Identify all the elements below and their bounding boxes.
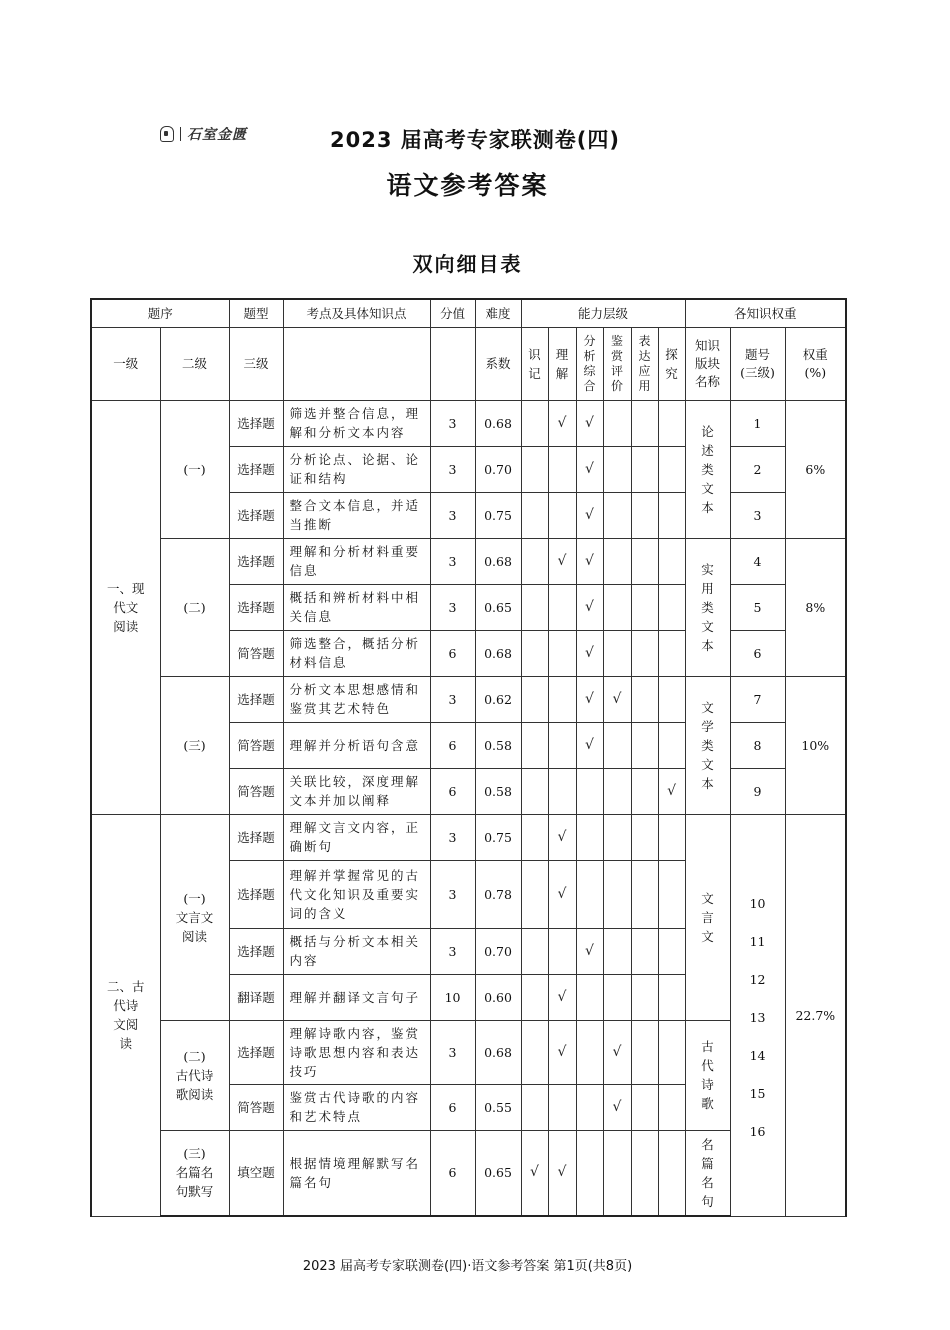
cell-biaoda (631, 1084, 658, 1130)
cell-shiji (521, 630, 548, 676)
check-fenxi: √ (576, 538, 603, 584)
group-2-label: 二、古 代诗 文阅 读 (91, 814, 160, 1216)
check-fenxi: √ (576, 400, 603, 446)
check-fenxi: √ (576, 446, 603, 492)
table-row (91, 400, 846, 446)
check-fenxi: √ (576, 492, 603, 538)
check-tanjiu: √ (658, 768, 685, 814)
cell-fenxi (576, 974, 603, 1020)
row-coef: 0.70 (475, 928, 521, 974)
cell-biaoda (631, 630, 658, 676)
row-type: 选择题 (229, 492, 283, 538)
row-score: 10 (430, 974, 475, 1020)
cell-tanjiu (658, 492, 685, 538)
cell-fenxi (576, 860, 603, 928)
cell-fenxi (576, 814, 603, 860)
header-quanzhong: 各知识权重 (685, 299, 846, 327)
row-type: 简答题 (229, 1084, 283, 1130)
header-row-2 (91, 327, 846, 400)
row-score: 3 (430, 446, 475, 492)
cell-lijie (548, 722, 576, 768)
question-number: 15 (749, 1085, 766, 1101)
cell-jianshang (603, 814, 631, 860)
question-number: 11 (749, 933, 766, 949)
row-point: 根据情境理解默写名篇名句 (283, 1130, 430, 1216)
merged-question-numbers (730, 814, 785, 1216)
check-fenxi: √ (576, 584, 603, 630)
group-1-sub-3: (三) (160, 676, 229, 814)
row-coef: 0.62 (475, 676, 521, 722)
header-kaodian: 考点及具体知识点 (283, 299, 430, 327)
cell-biaoda (631, 928, 658, 974)
cell-biaoda (631, 538, 658, 584)
row-point: 理解文言文内容，正确断句 (283, 814, 430, 860)
row-coef: 0.65 (475, 584, 521, 630)
row-num: 7 (730, 676, 785, 722)
cell-biaoda (631, 446, 658, 492)
row-coef: 0.75 (475, 492, 521, 538)
cell-shiji (521, 492, 548, 538)
header-nengli: 能力层级 (521, 299, 685, 327)
header-erji: 二级 (160, 327, 229, 400)
row-coef: 0.75 (475, 814, 521, 860)
block-lunshu: 论 述 类 文 本 (685, 400, 730, 538)
exam-title: 2023 届高考专家联测卷(四) (330, 128, 620, 152)
row-point: 关联比较，深度理解文本并加以阐释 (283, 768, 430, 814)
row-point: 概括与分析文本相关内容 (283, 928, 430, 974)
header-lijie: 理 解 (548, 327, 576, 400)
row-num: 9 (730, 768, 785, 814)
row-point: 整合文本信息，并适当推断 (283, 492, 430, 538)
cell-lijie (548, 1084, 576, 1130)
cell-shiji (521, 538, 548, 584)
row-num: 5 (730, 584, 785, 630)
cell-lijie (548, 676, 576, 722)
cell-tanjiu (658, 928, 685, 974)
cell-tanjiu (658, 814, 685, 860)
check-lijie: √ (548, 974, 576, 1020)
question-number: 16 (749, 1123, 766, 1139)
cell-tanjiu (658, 676, 685, 722)
cell-shiji (521, 722, 548, 768)
row-score: 6 (430, 1130, 475, 1216)
table-row (91, 538, 846, 584)
header-nandu: 难度 (475, 299, 521, 327)
group-2-sub-3: (三) 名篇名 句默写 (160, 1130, 229, 1216)
cell-biaoda (631, 1020, 658, 1084)
row-num: 1 (730, 400, 785, 446)
header-sanji: 三级 (229, 327, 283, 400)
cell-tanjiu (658, 974, 685, 1020)
check-jianshang: √ (603, 1084, 631, 1130)
row-coef: 0.55 (475, 1084, 521, 1130)
row-coef: 0.68 (475, 1020, 521, 1084)
cell-biaoda (631, 974, 658, 1020)
question-number: 12 (749, 971, 766, 987)
cell-jianshang (603, 768, 631, 814)
cell-tanjiu (658, 400, 685, 446)
check-fenxi: √ (576, 928, 603, 974)
row-coef: 0.58 (475, 722, 521, 768)
cell-jianshang (603, 722, 631, 768)
cell-tanjiu (658, 584, 685, 630)
row-type: 简答题 (229, 630, 283, 676)
row-type: 选择题 (229, 928, 283, 974)
header-shiji: 识 记 (521, 327, 548, 400)
row-type: 简答题 (229, 722, 283, 768)
logo-text: 石室金匮 (187, 127, 247, 143)
cell-jianshang (603, 538, 631, 584)
cell-jianshang (603, 630, 631, 676)
cell-jianshang (603, 446, 631, 492)
row-num: 6 (730, 630, 785, 676)
check-jianshang: √ (603, 676, 631, 722)
check-lijie: √ (548, 814, 576, 860)
group-2-sub-2: (二) 古代诗 歌阅读 (160, 1020, 229, 1130)
cell-shiji (521, 446, 548, 492)
cell-shiji (521, 400, 548, 446)
cell-jianshang (603, 1130, 631, 1216)
check-lijie: √ (548, 1130, 576, 1216)
block-shige: 古 代 诗 歌 (685, 1020, 730, 1130)
check-fenxi: √ (576, 722, 603, 768)
header-zhishi: 知识 版块 名称 (685, 327, 730, 400)
block-wenyan: 文 言 文 (685, 814, 730, 1020)
cell-biaoda (631, 400, 658, 446)
header-xishu: 系数 (475, 327, 521, 400)
cell-lijie (548, 630, 576, 676)
check-lijie: √ (548, 860, 576, 928)
group-1-label: 一、现 代文 阅读 (91, 400, 160, 814)
cell-biaoda (631, 1130, 658, 1216)
row-score: 3 (430, 860, 475, 928)
cell-jianshang (603, 584, 631, 630)
row-score: 3 (430, 928, 475, 974)
header-tixu: 题序 (91, 299, 229, 327)
row-coef: 0.70 (475, 446, 521, 492)
weight-2: 8% (785, 538, 846, 676)
cell-biaoda (631, 814, 658, 860)
cell-tanjiu (658, 446, 685, 492)
cell-biaoda (631, 676, 658, 722)
header-fenzhi: 分值 (430, 299, 475, 327)
cell-fenxi (576, 768, 603, 814)
question-number: 13 (749, 1009, 766, 1025)
check-shiji: √ (521, 1130, 548, 1216)
cell-shiji (521, 928, 548, 974)
row-point: 理解和分析材料重要信息 (283, 538, 430, 584)
row-num: 2 (730, 446, 785, 492)
cell-tanjiu (658, 722, 685, 768)
cell-fenxi (576, 1130, 603, 1216)
row-point: 筛选并整合信息，理解和分析文本内容 (283, 400, 430, 446)
row-type: 选择题 (229, 538, 283, 584)
cell-jianshang (603, 860, 631, 928)
header-biaoda: 表 达 应 用 (631, 327, 658, 400)
row-num: 4 (730, 538, 785, 584)
row-score: 3 (430, 584, 475, 630)
cell-jianshang (603, 492, 631, 538)
question-number: 14 (749, 1047, 766, 1063)
cell-shiji (521, 676, 548, 722)
row-coef: 0.78 (475, 860, 521, 928)
cell-shiji (521, 1020, 548, 1084)
cell-lijie (548, 768, 576, 814)
cell-biaoda (631, 768, 658, 814)
cell-tanjiu (658, 860, 685, 928)
row-score: 3 (430, 676, 475, 722)
cell-lijie (548, 446, 576, 492)
row-type: 选择题 (229, 400, 283, 446)
row-type: 选择题 (229, 814, 283, 860)
cell-shiji (521, 814, 548, 860)
section-title: 双向细目表 (412, 252, 523, 276)
table-row (91, 814, 846, 860)
cell-shiji (521, 974, 548, 1020)
specification-table (90, 298, 847, 1217)
cell-biaoda (631, 492, 658, 538)
row-point: 理解并分析语句含意 (283, 722, 430, 768)
row-point: 理解诗歌内容，鉴赏诗歌思想内容和表达技巧 (283, 1020, 430, 1084)
cell-shiji (521, 1084, 548, 1130)
row-num: 3 (730, 492, 785, 538)
cell-tanjiu (658, 1020, 685, 1084)
check-lijie: √ (548, 538, 576, 584)
check-fenxi: √ (576, 630, 603, 676)
cell-jianshang (603, 400, 631, 446)
row-type: 简答题 (229, 768, 283, 814)
row-num: 8 (730, 722, 785, 768)
check-lijie: √ (548, 1020, 576, 1084)
header-tixing: 题型 (229, 299, 283, 327)
cell-fenxi (576, 1084, 603, 1130)
row-point: 筛选整合，概括分析材料信息 (283, 630, 430, 676)
header-blank (283, 327, 430, 400)
answer-title: 语文参考答案 (386, 171, 549, 200)
row-coef: 0.65 (475, 1130, 521, 1216)
cell-tanjiu (658, 538, 685, 584)
row-score: 3 (430, 538, 475, 584)
row-score: 6 (430, 630, 475, 676)
table-row (91, 676, 846, 722)
header-row-1 (91, 299, 846, 327)
row-type: 选择题 (229, 584, 283, 630)
row-point: 理解并掌握常见的古代文化知识及重要实词的含义 (283, 860, 430, 928)
row-type: 翻译题 (229, 974, 283, 1020)
group-1-sub-1: (一) (160, 400, 229, 538)
row-point: 鉴赏古代诗歌的内容和艺术特点 (283, 1084, 430, 1130)
group-1-sub-2: (二) (160, 538, 229, 676)
weight-3: 10% (785, 676, 846, 814)
header-jianshang: 鉴 赏 评 价 (603, 327, 631, 400)
header-tanjiu: 探 究 (658, 327, 685, 400)
cell-jianshang (603, 928, 631, 974)
row-score: 3 (430, 492, 475, 538)
weight-4: 22.7% (785, 814, 846, 1216)
weight-1: 6% (785, 400, 846, 538)
row-score: 6 (430, 768, 475, 814)
row-type: 选择题 (229, 1020, 283, 1084)
check-jianshang: √ (603, 1020, 631, 1084)
cell-biaoda (631, 860, 658, 928)
group-2-sub-1: (一) 文言文 阅读 (160, 814, 229, 1020)
row-type: 选择题 (229, 860, 283, 928)
question-number: 10 (749, 895, 766, 911)
row-type: 选择题 (229, 446, 283, 492)
cell-biaoda (631, 584, 658, 630)
row-coef: 0.68 (475, 400, 521, 446)
header-tihao: 题号 (三级) (730, 327, 785, 400)
row-type: 填空题 (229, 1130, 283, 1216)
header-yiji: 一级 (91, 327, 160, 400)
row-score: 3 (430, 814, 475, 860)
cell-shiji (521, 768, 548, 814)
header-quan: 权重 (%) (785, 327, 846, 400)
row-score: 6 (430, 722, 475, 768)
row-type: 选择题 (229, 676, 283, 722)
cell-fenxi (576, 1020, 603, 1084)
row-score: 6 (430, 1084, 475, 1130)
block-wenxue: 文 学 类 文 本 (685, 676, 730, 814)
row-coef: 0.58 (475, 768, 521, 814)
block-mingju: 名 篇 名 句 (685, 1130, 730, 1216)
row-score: 3 (430, 400, 475, 446)
cell-lijie (548, 584, 576, 630)
page-footer: 2023 届高考专家联测卷(四)·语文参考答案 第1页(共8页) (302, 1259, 633, 1274)
cell-lijie (548, 492, 576, 538)
cell-tanjiu (658, 1130, 685, 1216)
cell-tanjiu (658, 1084, 685, 1130)
cell-biaoda (631, 722, 658, 768)
block-shiyong: 实 用 类 文 本 (685, 538, 730, 676)
header-blank (430, 327, 475, 400)
header-fenxi: 分 析 综 合 (576, 327, 603, 400)
cell-tanjiu (658, 630, 685, 676)
row-point: 分析论点、论据、论证和结构 (283, 446, 430, 492)
row-score: 3 (430, 1020, 475, 1084)
cell-shiji (521, 584, 548, 630)
cell-lijie (548, 928, 576, 974)
row-point: 概括和辨析材料中相关信息 (283, 584, 430, 630)
cell-jianshang (603, 974, 631, 1020)
row-point: 分析文本思想感情和鉴赏其艺术特色 (283, 676, 430, 722)
row-point: 理解并翻译文言句子 (283, 974, 430, 1020)
cell-shiji (521, 860, 548, 928)
row-coef: 0.60 (475, 974, 521, 1020)
check-lijie: √ (548, 400, 576, 446)
check-fenxi: √ (576, 676, 603, 722)
row-coef: 0.68 (475, 630, 521, 676)
row-coef: 0.68 (475, 538, 521, 584)
